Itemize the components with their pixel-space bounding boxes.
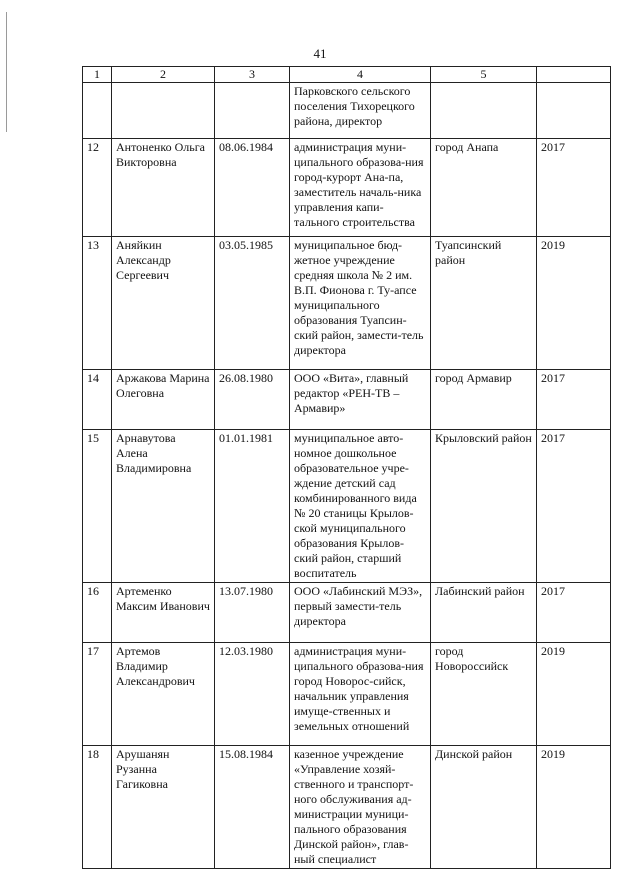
row-number xyxy=(83,83,112,139)
full-name: Артемов Владимир Александрович xyxy=(112,643,215,746)
year: 2019 xyxy=(537,237,611,370)
row-number: 14 xyxy=(83,370,112,430)
year xyxy=(537,83,611,139)
birth-date: 08.06.1984 xyxy=(215,139,290,237)
workplace: муниципальное бюд-жетное учреждение средняя школа № 2 им. В.П. Фионова г. Ту-апсе муниципального образования Туапсин-ский район, замести-тель директора xyxy=(290,237,431,370)
workplace: Парковского сельского поселения Тихорецкого района, директор xyxy=(290,83,431,139)
district: Динской район xyxy=(431,746,537,869)
table-row xyxy=(83,370,611,430)
row-number: 16 xyxy=(83,583,112,643)
column-header: 5 xyxy=(431,67,537,83)
full-name: Антоненко Ольга Викторовна xyxy=(112,139,215,237)
full-name: Артеменко Максим Иванович xyxy=(112,583,215,643)
column-header xyxy=(537,67,611,83)
district: город Новороссийск xyxy=(431,643,537,746)
birth-date: 26.08.1980 xyxy=(215,370,290,430)
table-header-row xyxy=(83,67,611,83)
table-row xyxy=(83,139,611,237)
workplace: администрация муни-ципального образова-ния город Новорос-сийск, начальник управления имуще-ственных и земельных отношений xyxy=(290,643,431,746)
row-number: 18 xyxy=(83,746,112,869)
full-name: Аржакова Марина Олеговна xyxy=(112,370,215,430)
district: город Армавир xyxy=(431,370,537,430)
full-name: Арушанян Рузанна Гагиковна xyxy=(112,746,215,869)
full-name: Арнавутова Алена Владимировна xyxy=(112,430,215,583)
full-name: Аняйкин Александр Сергеевич xyxy=(112,237,215,370)
district: город Анапа xyxy=(431,139,537,237)
birth-date: 13.07.1980 xyxy=(215,583,290,643)
workplace: муниципальное авто-номное дошкольное образовательное учре-ждение детский сад комбинированного вида № 20 станицы Крылов-ской муниципального образования Крылов-ский район, старший воспитатель xyxy=(290,430,431,583)
district xyxy=(431,83,537,139)
row-number: 12 xyxy=(83,139,112,237)
row-number: 15 xyxy=(83,430,112,583)
birth-date: 03.05.1985 xyxy=(215,237,290,370)
scan-edge-line xyxy=(6,12,7,132)
row-number: 13 xyxy=(83,237,112,370)
workplace: ООО «Вита», главный редактор «РЕН-ТВ – Армавир» xyxy=(290,370,431,430)
table-row xyxy=(83,430,611,583)
birth-date: 15.08.1984 xyxy=(215,746,290,869)
table-row xyxy=(83,583,611,643)
year: 2017 xyxy=(537,583,611,643)
workplace: ООО «Лабинский МЭЗ», первый замести-тель директора xyxy=(290,583,431,643)
workplace: администрация муни-ципального образова-ния город-курорт Ана-па, заместитель началь-ника управления капи-тального строительства xyxy=(290,139,431,237)
column-header: 1 xyxy=(83,67,112,83)
table-row xyxy=(83,746,611,869)
register-table xyxy=(82,66,611,869)
birth-date: 12.03.1980 xyxy=(215,643,290,746)
district: Крыловский район xyxy=(431,430,537,583)
birth-date xyxy=(215,83,290,139)
row-number: 17 xyxy=(83,643,112,746)
full-name xyxy=(112,83,215,139)
column-header: 2 xyxy=(112,67,215,83)
district: Лабинский район xyxy=(431,583,537,643)
column-header: 4 xyxy=(290,67,431,83)
column-header: 3 xyxy=(215,67,290,83)
year: 2019 xyxy=(537,643,611,746)
table-row xyxy=(83,643,611,746)
page-number: 41 xyxy=(313,46,327,61)
table-row xyxy=(83,83,611,139)
district: Туапсинский район xyxy=(431,237,537,370)
year: 2017 xyxy=(537,430,611,583)
birth-date: 01.01.1981 xyxy=(215,430,290,583)
workplace: казенное учреждение «Управление хозяй-ственного и транспорт-ного обслуживания ад-министрации муници-пального образования Динской район», глав-ный специалист xyxy=(290,746,431,869)
year: 2017 xyxy=(537,370,611,430)
year: 2019 xyxy=(537,746,611,869)
year: 2017 xyxy=(537,139,611,237)
table-row xyxy=(83,237,611,370)
